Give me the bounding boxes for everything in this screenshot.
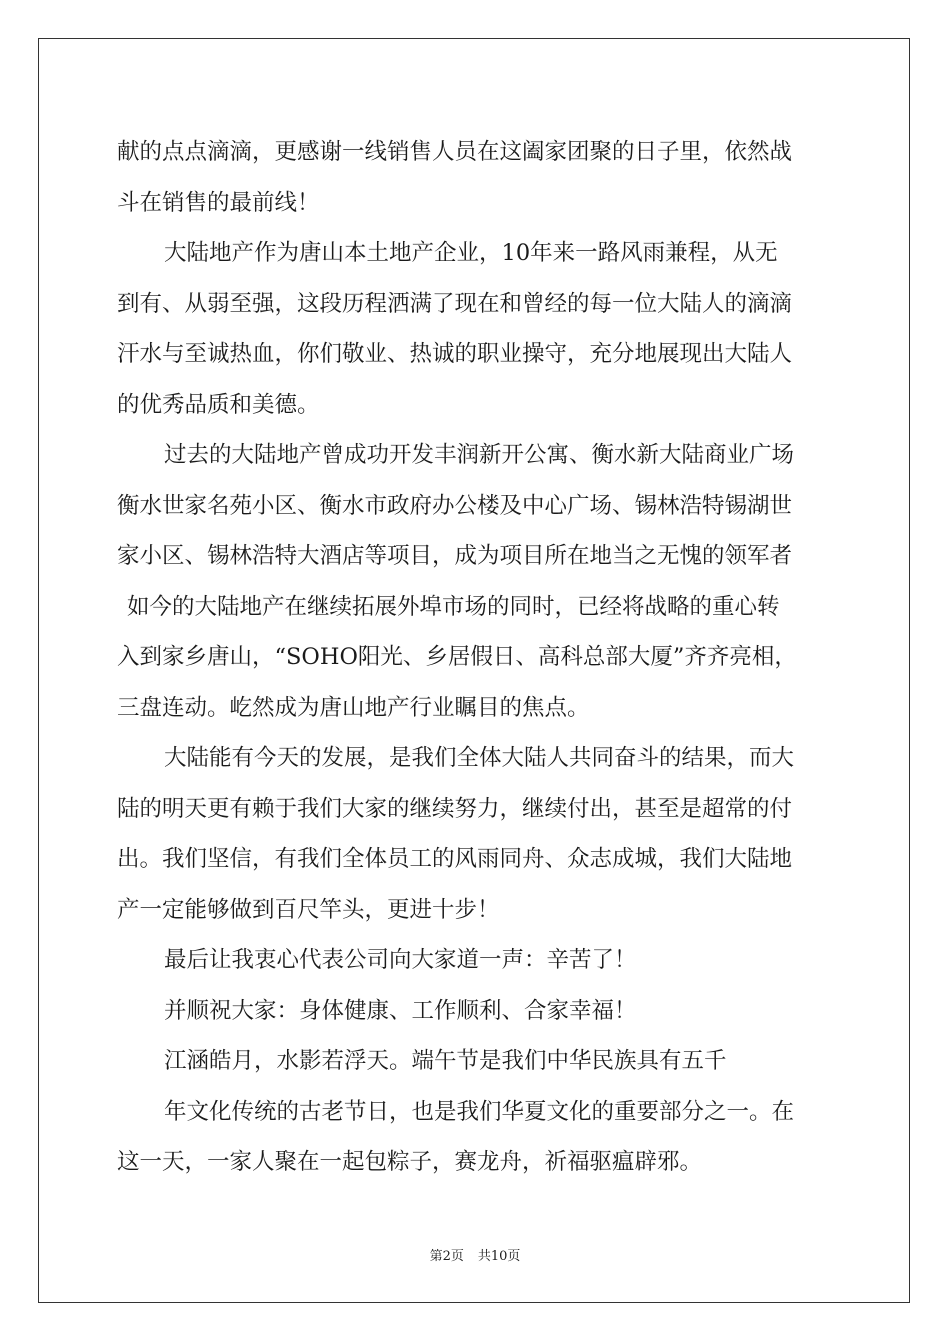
page-footer (0, 1248, 950, 1266)
text-line: 家小区、锡林浩特大酒店等项目，成为项目所在地当之无愧的领军者 (117, 543, 793, 569)
text-line: 大陆能有今天的发展，是我们全体大陆人共同奋斗的结果，而大 (164, 745, 795, 771)
text-line: 出。我们坚信，有我们全体员工的风雨同舟、众志成城，我们大陆地 (117, 846, 793, 872)
text-line: 最后让我衷心代表公司向大家道一声：辛苦了！ (164, 947, 637, 973)
page-total: 共10页 (477, 1249, 521, 1264)
document-body (117, 127, 835, 1188)
text-line: 如今的大陆地产在继续拓展外埠市场的同时，已经将战略的重心转 (127, 593, 780, 620)
text-line: 到有、从弱至强，这段历程洒满了现在和曾经的每一位大陆人的滴滴 (117, 290, 793, 317)
text-line: 过去的大陆地产曾成功开发丰润新开公寓、衡水新大陆商业广场 (164, 442, 795, 468)
text-line: 汗水与至诚热血，你们敬业、热诚的职业操守，充分地展现出大陆人 (117, 341, 793, 367)
text-line: 的优秀品质和美德。 (117, 391, 320, 418)
text-line: 产一定能够做到百尺竿头，更进十步！ (117, 896, 500, 923)
text-line: 三盘连动。屹然成为唐山地产行业瞩目的焦点。 (117, 694, 590, 721)
text-line: 斗在销售的最前线！ (117, 189, 320, 216)
page-number: 第2页 (429, 1249, 464, 1264)
text-line: 江涵皓月，水影若浮天。端午节是我们中华民族具有五千 (164, 1048, 727, 1074)
text-line: 并顺祝大家：身体健康、工作顺利、合家幸福！ (164, 997, 637, 1024)
text-line: 献的点点滴滴，更感谢一线销售人员在这阖家团聚的日子里，依然战 (117, 139, 793, 165)
text-line: 入到家乡唐山，“SOHO阳光、乡居假日、高科总部大厦”齐齐亮相， (117, 644, 797, 670)
text-line: 年文化传统的古老节日，也是我们华夏文化的重要部分之一。在 (164, 1098, 795, 1125)
text-line: 衡水世家名苑小区、衡水市政府办公楼及中心广场、锡林浩特锡湖世 (117, 492, 793, 519)
text-line: 这一天，一家人聚在一起包粽子，赛龙舟，祈福驱瘟辟邪。 (117, 1149, 703, 1175)
text-line: 陆的明天更有赖于我们大家的继续努力，继续付出，甚至是超常的付 (117, 795, 793, 822)
text-line: 大陆地产作为唐山本土地产企业，10年来一路风雨兼程，从无 (164, 240, 778, 266)
